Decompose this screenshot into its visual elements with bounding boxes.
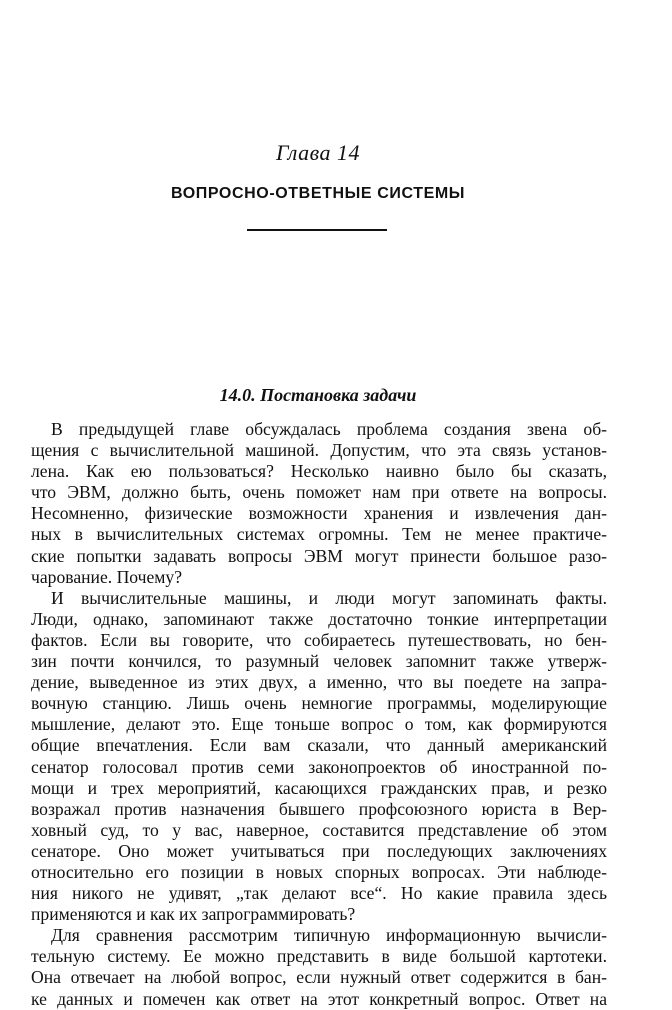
text-line: Для сравнения рассмотрим типичную информационную вычисли- [51,925,607,946]
text-line: ке данных и помечен как ответ на этот конкретный вопрос. Ответ на [31,988,607,1009]
text-line: В предыдущей главе обсуждалась проблема создания звена об- [51,419,607,439]
text-line: что ЭВМ, должно быть, очень поможет нам при ответе на вопросы. [31,482,607,503]
text-line: дение, выведенное из этих двух, а именно, что вы поедете на запра- [31,672,607,693]
section-title: 14.0. Постановка задачи [219,385,417,405]
text-line: мощи и трех мероприятий, касающихся гражданских прав, и резко [31,777,607,798]
text-line: сенатор голосовал против семи законопроектов об иностранной по- [31,756,607,777]
text-line: ных в вычислительных системах огромны. Тем не менее практиче- [31,524,607,545]
text-line: ховный суд, то у вас, наверное, составится представление об этом [31,819,607,840]
text-line: возражал против назначения бывшего профсоюзного юриста в Вер- [31,798,607,819]
title-divider [247,229,387,231]
text-line: щения с вычислительной машиной. Допустим, что эта связь установ- [31,440,607,461]
text-line: тельную систему. Ее можно представить в виде большой картотеки. [31,946,607,967]
text-line: общие впечатления. Если вам сказали, что данный американский [31,735,607,756]
text-line: Она отвечает на любой вопрос, если нужный ответ содержится в бан- [31,967,607,988]
text-line: ские попытки задавать вопросы ЭВМ могут принести большое разо- [31,545,607,566]
text-line: применяются и как их запрограммировать? [31,904,356,925]
text-line: И вычислительные машины, и люди могут запоминать факты. [51,587,607,608]
chapter-label: Глава 14 [275,140,361,165]
text-line: вочную станцию. Лишь очень немногие программы, моделирующие [31,693,607,714]
text-line: мышление, делают это. Еще тоньше вопрос о том, как формируются [31,714,607,735]
text-line: ния никого не удивят, „так делают все“. Но какие правила здесь [31,883,607,904]
text-line: относительно его позиции в новых спорных вопросах. Эти наблюде- [31,861,607,882]
text-line: лена. Как ею пользоваться? Несколько наивно было бы сказать, [31,461,607,482]
chapter-title: ВОПРОСНО-ОТВЕТНЫЕ СИСТЕМЫ [170,185,466,202]
body-text [31,419,607,1010]
text-line: Люди, однако, запоминают также достаточно тонкие интерпретации [31,608,607,629]
text-line: фактов. Если вы говорите, что собираетесь путешествовать, но бен- [31,629,607,650]
text-line: чарование. Почему? [31,566,183,587]
text-line: сенаторе. Оно может учитываться при последующих заключениях [31,840,607,861]
text-line: зин почти кончился, то разумный человек запомнит также утверж- [31,651,607,672]
text-line: Несомненно, физические возможности хранения и извлечения дан- [31,503,607,524]
